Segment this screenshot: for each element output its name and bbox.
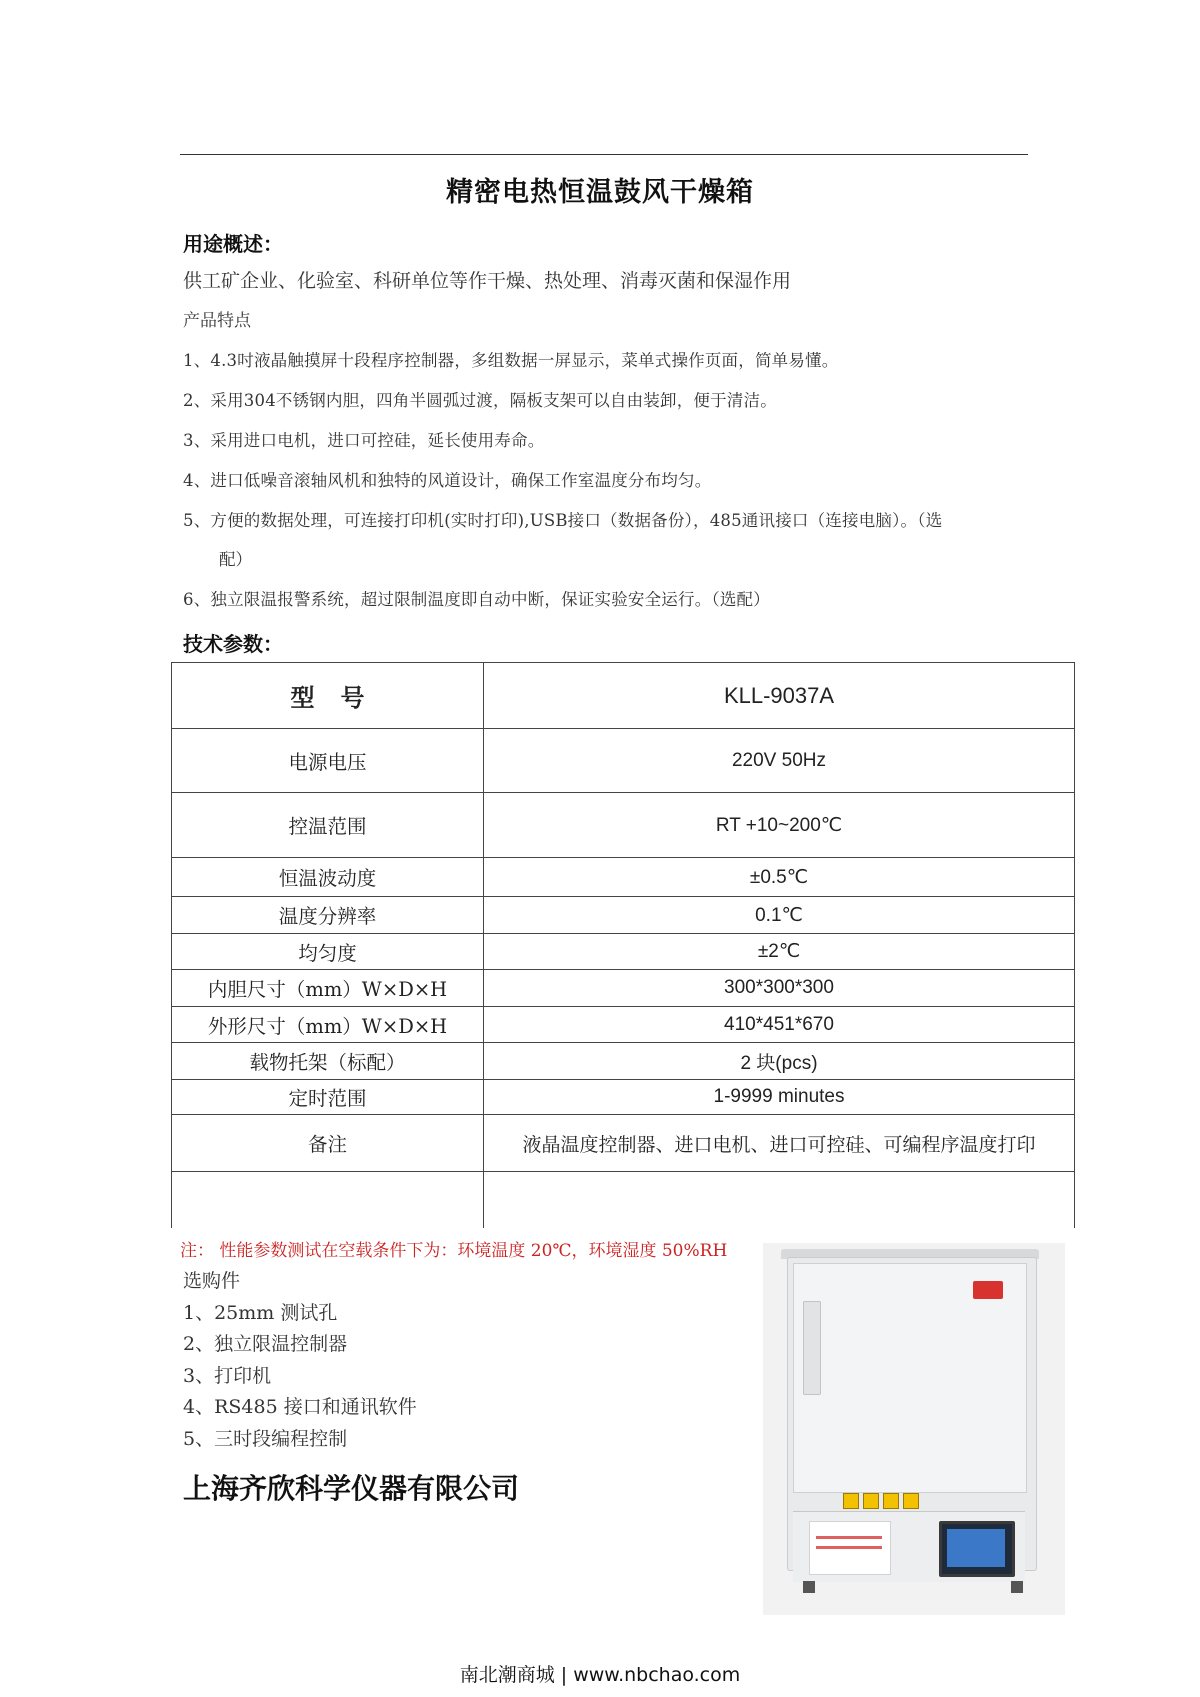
spec-row	[172, 897, 1075, 934]
warning-icon	[843, 1493, 859, 1509]
warning-icon	[883, 1493, 899, 1509]
spec-value: 1-9999 minutes	[484, 1080, 1075, 1115]
option-item-4: 4、RS485 接口和通讯软件	[183, 1396, 417, 1418]
spec-value: 液晶温度控制器、进口电机、进口可控硅、可编程序温度打印	[484, 1115, 1075, 1172]
feature-item-2: 2、采用304不锈钢内胆，四角半圆弧过渡，隔板支架可以自由装卸，便于清洁。	[183, 391, 777, 410]
spec-key: 备注	[172, 1115, 484, 1172]
spec-row	[172, 970, 1075, 1007]
oven-nameplate	[809, 1521, 891, 1575]
top-rule	[180, 154, 1028, 155]
usage-text: 供工矿企业、化验室、科研单位等作干燥、热处理、消毒灭菌和保湿作用	[183, 270, 792, 292]
option-item-5: 5、三时段编程控制	[183, 1428, 348, 1450]
spec-table	[171, 662, 1075, 1228]
feature-item-6: 6、独立限温报警系统，超过限制温度即自动中断，保证实验安全运行。（选配）	[183, 590, 770, 609]
spec-key: 均匀度	[172, 934, 484, 970]
feature-item-3: 3、采用进口电机，进口可控硅，延长使用寿命。	[183, 431, 545, 450]
feature-item-5-continued: 配）	[219, 550, 252, 569]
spec-row	[172, 1115, 1075, 1172]
spec-value: KLL-9037A	[484, 663, 1075, 729]
spec-row-empty	[172, 1172, 1075, 1228]
spec-key: 控温范围	[172, 793, 484, 858]
footer-site: 南北潮商城 | www.nbchao.com	[459, 1664, 741, 1686]
oven-foot	[803, 1581, 815, 1593]
warning-icon	[863, 1493, 879, 1509]
feature-item-4: 4、进口低噪音滚轴风机和独特的风道设计，确保工作室温度分布均匀。	[183, 471, 712, 490]
spec-value	[484, 1172, 1075, 1228]
option-item-2: 2、独立限温控制器	[183, 1333, 348, 1355]
specs-heading: 技术参数：	[183, 632, 283, 656]
spec-key: 定时范围	[172, 1080, 484, 1115]
option-item-1: 1、25mm 测试孔	[183, 1302, 338, 1324]
spec-row	[172, 793, 1075, 858]
spec-key	[172, 1172, 484, 1228]
spec-row-model	[172, 663, 1075, 729]
spec-value: ±0.5℃	[484, 858, 1075, 897]
spec-value: 300*300*300	[484, 970, 1075, 1007]
spec-value: RT +10~200℃	[484, 793, 1075, 858]
document-title: 精密电热恒温鼓风干燥箱	[446, 177, 754, 208]
spec-row	[172, 858, 1075, 897]
spec-key: 电源电压	[172, 729, 484, 793]
spec-value: 0.1℃	[484, 897, 1075, 934]
spec-row	[172, 1043, 1075, 1080]
spec-row	[172, 1007, 1075, 1043]
spec-key: 温度分辨率	[172, 897, 484, 934]
warning-icon	[903, 1493, 919, 1509]
spec-value: ±2℃	[484, 934, 1075, 970]
touch-screen-icon	[939, 1521, 1015, 1577]
warning-labels	[843, 1493, 953, 1509]
feature-item-1: 1、4.3吋液晶触摸屏十段程序控制器，多组数据一屏显示，菜单式操作页面，简单易懂。	[183, 351, 839, 370]
option-item-3: 3、打印机	[183, 1365, 272, 1387]
company-name: 上海齐欣科学仪器有限公司	[183, 1472, 520, 1505]
usage-heading: 用途概述：	[183, 232, 283, 256]
spec-key: 内胆尺寸（mm）W×D×H	[172, 970, 484, 1007]
spec-value: 410*451*670	[484, 1007, 1075, 1043]
spec-key: 载物托架（标配）	[172, 1043, 484, 1080]
spec-row	[172, 729, 1075, 793]
features-heading: 产品特点	[183, 311, 251, 331]
spec-key: 恒温波动度	[172, 858, 484, 897]
oven-foot	[1011, 1581, 1023, 1593]
spec-value: 2 块(pcs)	[484, 1043, 1075, 1080]
options-heading: 选购件	[183, 1270, 241, 1292]
feature-item-5: 5、方便的数据处理，可连接打印机(实时打印),USB接口（数据备份），485通讯接口（连接电脑）。（选	[183, 511, 943, 530]
spec-value: 220V 50Hz	[484, 729, 1075, 793]
spec-row	[172, 934, 1075, 970]
spec-row	[172, 1080, 1075, 1115]
brand-logo-icon	[973, 1281, 1003, 1299]
spec-key: 型号	[172, 663, 484, 729]
spec-key: 外形尺寸（mm）W×D×H	[172, 1007, 484, 1043]
test-condition-note: 注： 性能参数测试在空载条件下为：环境温度 20℃，环境湿度 50%RH	[180, 1241, 728, 1261]
product-photo	[763, 1243, 1065, 1615]
oven-handle	[803, 1301, 821, 1395]
